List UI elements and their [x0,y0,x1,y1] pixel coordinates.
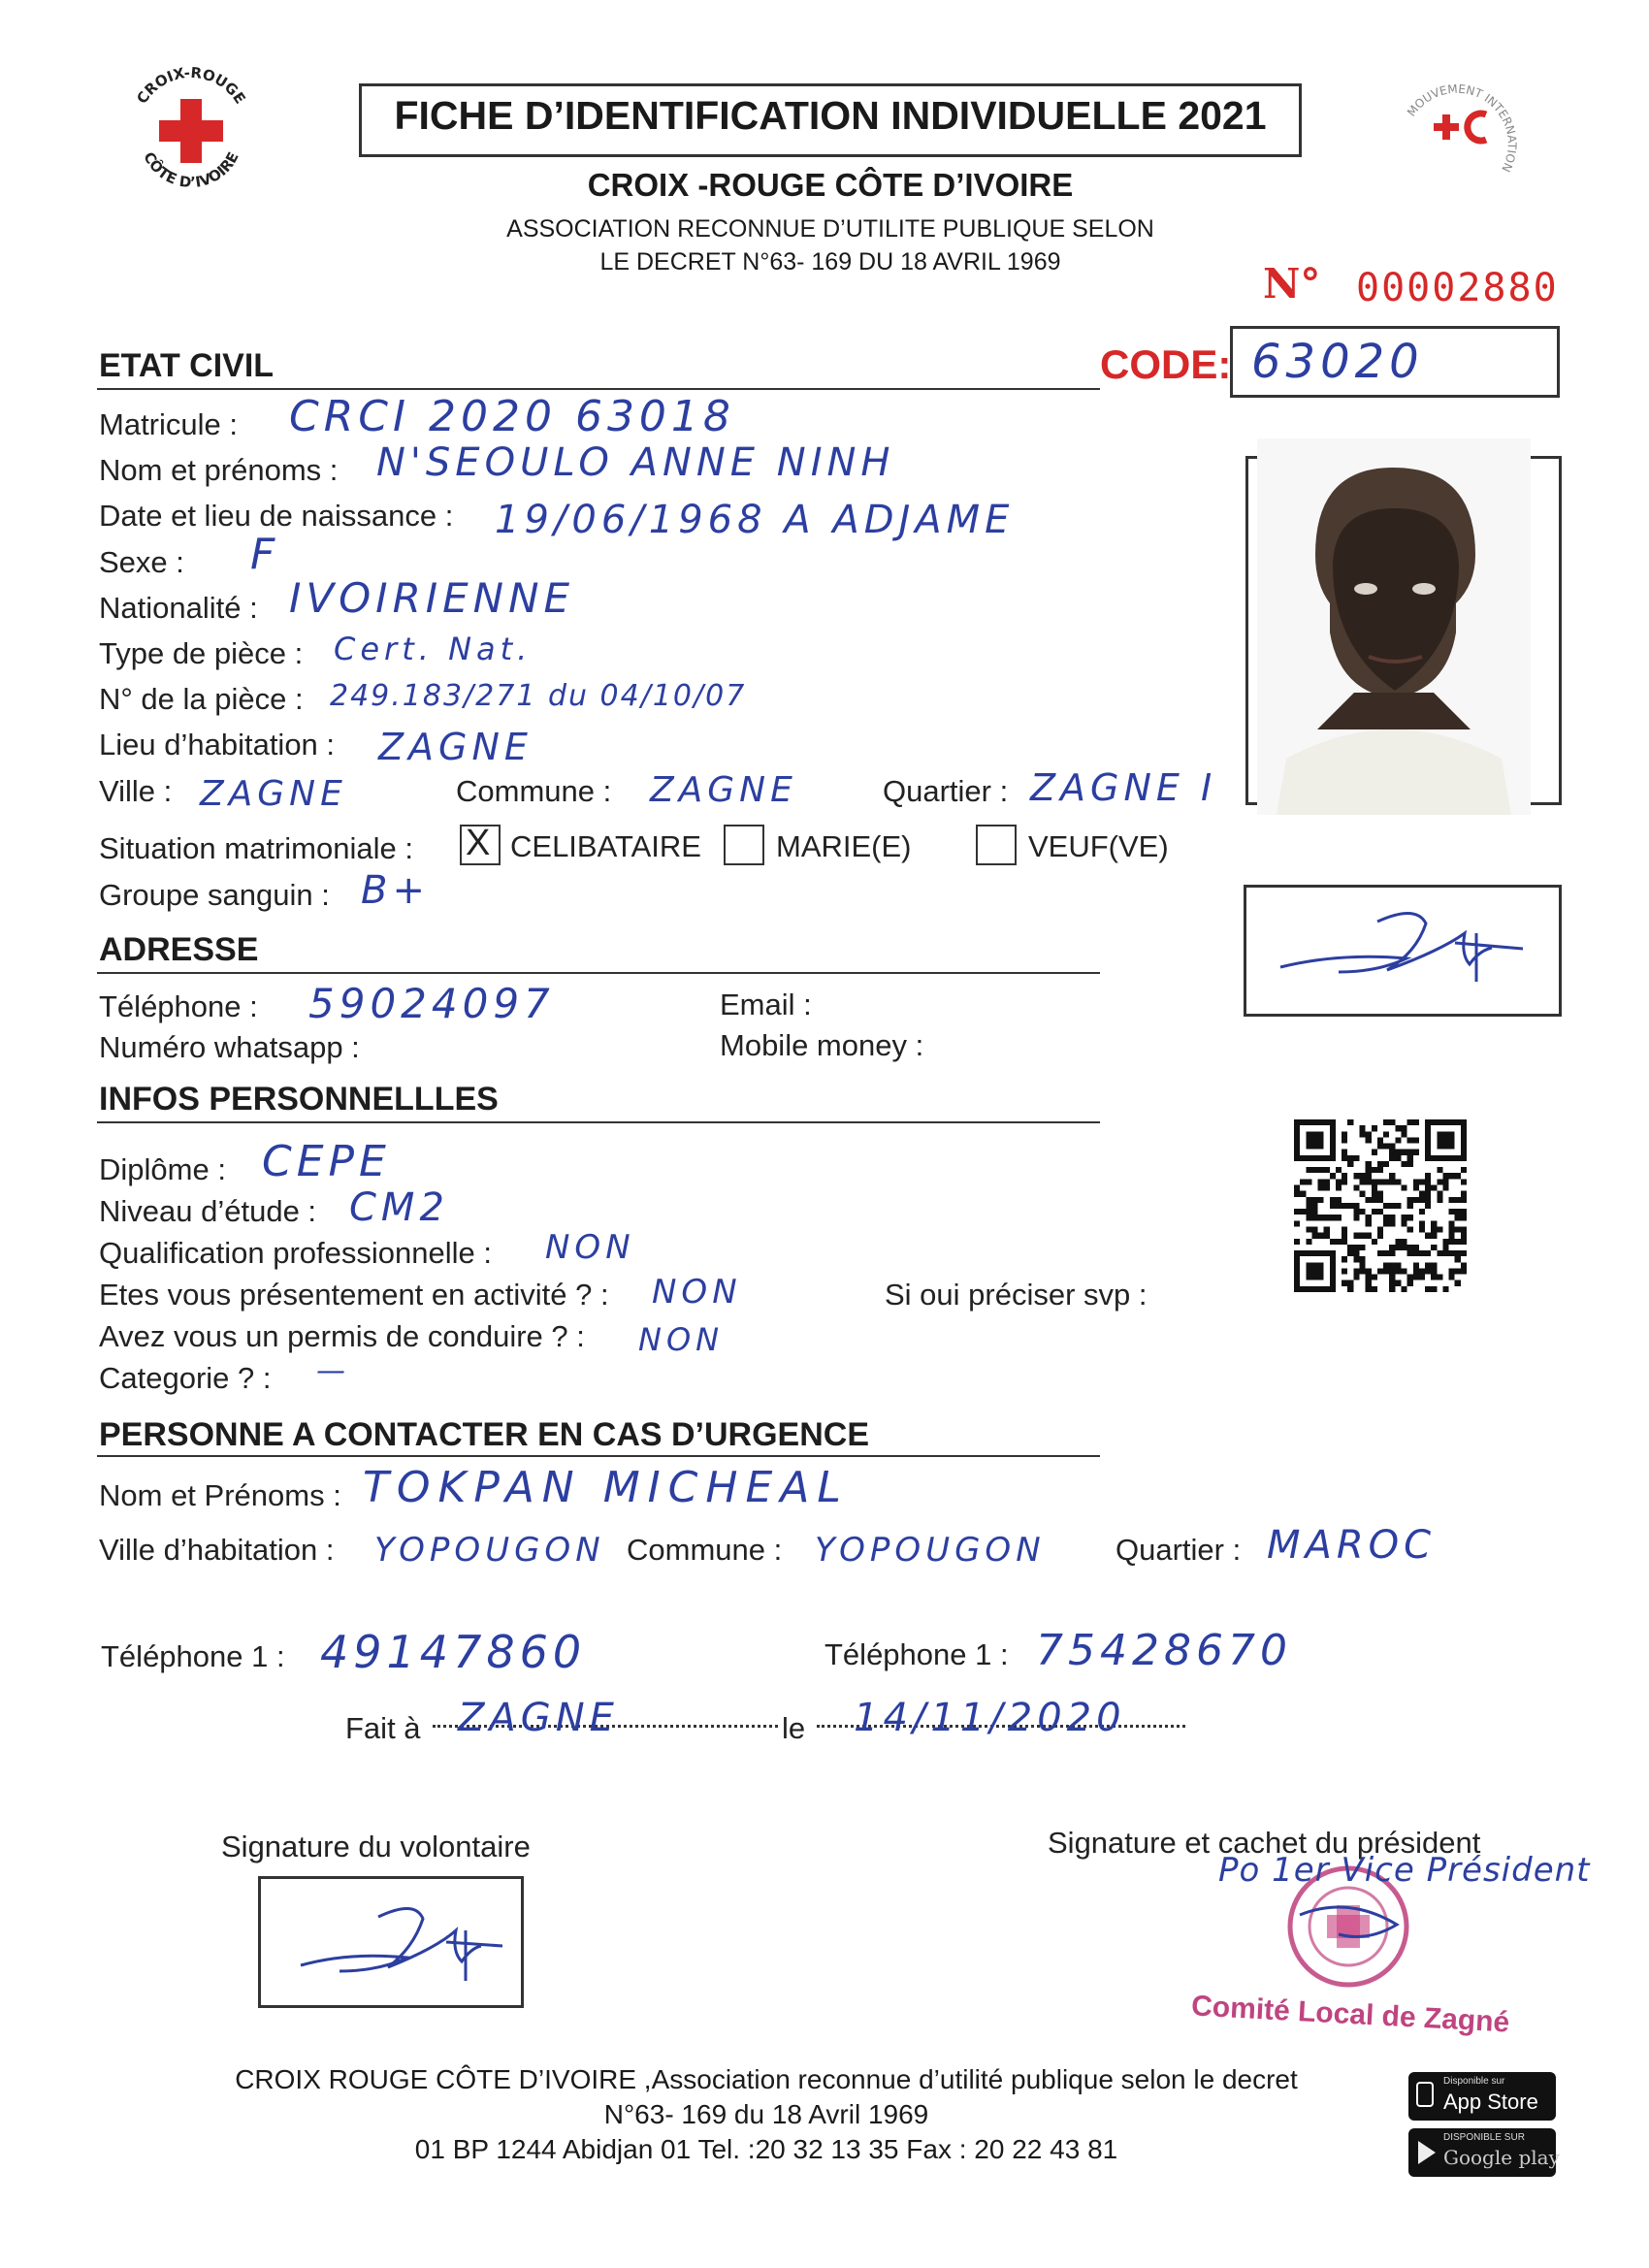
qualif-label: Qualification professionnelle : [99,1236,492,1270]
footer-line-3: 01 BP 1244 Abidjan 01 Tel. :20 32 13 35 Fax : 20 22 43 81 [414,2134,1118,2164]
le-label: le [782,1711,806,1745]
num-piece-value: 249.183/271 du 04/10/07 [330,679,747,713]
commune-value: ZAGNE [650,770,797,810]
groupe-label: Groupe sanguin : [99,878,330,912]
urgence-tel1-value: 49147860 [320,1626,587,1678]
section-rule [97,1455,1100,1457]
gplay-small-text: DISPONIBLE SUR [1443,2132,1525,2143]
habitation-value: ZAGNE [378,726,533,768]
type-piece-label: Type de pièce : [99,636,304,670]
gplay-big-text: Google play [1443,2146,1560,2169]
checkbox-mark: X [466,823,491,863]
diplome-label: Diplôme : [99,1152,226,1186]
footer-line-1: CROIX ROUGE CÔTE D’IVOIRE ,Association reconnue d’utilité publique selon le decret [235,2064,1298,2094]
nom-label: Nom et prénoms : [99,453,339,487]
option-marie: MARIE(E) [776,829,912,863]
logo-text-bottom: CÔTE D’IVOIRE [140,148,242,192]
stamp-text: Comité Local de Zagné [1190,1990,1511,2039]
habitation-label: Lieu d’habitation : [99,728,336,761]
appstore-small-text: Disponible sur [1443,2076,1505,2087]
page-title: FICHE D’IDENTIFICATION INDIVIDUELLE 2021 [394,93,1267,138]
signature-president-label: Signature et cachet du président [1048,1826,1481,1860]
section-urgence: PERSONNE A CONTACTER EN CAS D’URGENCE [99,1416,870,1453]
permis-value: NON [638,1321,725,1358]
nationalite-label: Nationalité : [99,591,258,625]
sexe-label: Sexe : [99,545,184,579]
checkbox-veuf[interactable] [976,825,1017,865]
google-play-badge[interactable] [1408,2128,1560,2177]
nom-value: N'SEOULO ANNE NINH [376,440,895,485]
section-rule [97,972,1100,974]
preciser-label: Si oui préciser svp : [885,1278,1148,1312]
diplome-value: CEPE [262,1137,391,1186]
section-adresse: ADRESSE [99,931,259,968]
activite-value: NON [652,1273,742,1312]
niveau-value: CM2 [349,1185,449,1230]
naissance-value: 19/06/1968 A ADJAME [495,498,1015,542]
urgence-ville-label: Ville d’habitation : [99,1533,335,1567]
serial-label: N° [1263,260,1321,308]
logo-text-top: CROIX-ROUGE [133,63,249,108]
checkbox-marie[interactable] [724,825,764,865]
logo-right-text: MOUVEMENT INTERNATION [1404,81,1519,175]
situation-label: Situation matrimoniale : [99,831,413,865]
qr-code [1294,1119,1467,1292]
urgence-tel1-label: Téléphone 1 : [101,1639,285,1673]
appstore-big-text: App Store [1443,2090,1538,2114]
section-rule [97,1121,1100,1123]
code-label: CODE: [1100,341,1232,387]
urgence-quartier-label: Quartier : [1116,1533,1242,1567]
quartier-label: Quartier : [883,774,1009,808]
urgence-commune-label: Commune : [627,1533,783,1567]
option-veuf: VEUF(VE) [1028,829,1169,863]
checkbox-celibataire[interactable] [460,825,501,865]
signature-scribble-top [1271,894,1542,1006]
mouvement-international-logo [1389,54,1535,200]
nationalite-value: IVOIRIENNE [289,574,575,622]
signature-volontaire-label: Signature du volontaire [221,1830,531,1863]
urgence-nom-label: Nom et Prénoms : [99,1478,341,1512]
photo [1257,438,1531,815]
code-value: 63020 [1251,335,1424,389]
urgence-ville-value: YOPOUGON [374,1531,605,1570]
sexe-value: F [250,530,280,579]
president-handwriting: Po 1er Vice Président [1218,1851,1591,1890]
section-rule [97,388,1100,390]
fait-value: ZAGNE [458,1696,619,1740]
urgence-nom-value: TOKPAN MICHEAL [363,1463,849,1512]
urgence-quartier-value: MAROC [1267,1523,1437,1568]
ville-label: Ville : [99,774,173,808]
apple-icon [1416,2082,1434,2107]
email-label: Email : [720,988,812,1021]
section-infos: INFOS PERSONNELLLES [99,1081,499,1118]
ville-value: ZAGNE [200,774,347,814]
matricule-value: CRCI 2020 63018 [289,392,735,441]
assoc-line-2: LE DECRET N°63- 169 DU 18 AVRIL 1969 [599,248,1061,275]
mobile-money-label: Mobile money : [720,1028,924,1062]
niveau-label: Niveau d’étude : [99,1194,317,1228]
matricule-label: Matricule : [99,407,238,441]
svg-text:MOUVEMENT INTERNATIONAL [1389,54,1519,175]
naissance-label: Date et lieu de naissance : [99,499,454,533]
num-piece-label: N° de la pièce : [99,682,304,716]
org-name: CROIX -ROUGE CÔTE D’IVOIRE [587,167,1074,203]
categorie-value: — [316,1354,350,1388]
whatsapp-label: Numéro whatsapp : [99,1030,360,1064]
permis-label: Avez vous un permis de conduire ? : [99,1319,585,1353]
croix-rouge-logo [118,58,264,204]
type-piece-value: Cert. Nat. [334,631,533,667]
signature-volontaire-scribble [281,1888,514,1999]
serial-number: 00002880 [1356,266,1559,310]
urgence-tel2-value: 75428670 [1036,1626,1292,1675]
commune-label: Commune : [456,774,612,808]
section-etat-civil: ETAT CIVIL [99,347,275,384]
footer-line-2: N°63- 169 du 18 Avril 1969 [603,2099,929,2129]
categorie-label: Categorie ? : [99,1361,272,1395]
option-celibataire: CELIBATAIRE [510,829,701,863]
app-store-badge[interactable] [1408,2072,1556,2121]
activite-label: Etes vous présentement en activité ? : [99,1278,609,1312]
telephone-label: Téléphone : [99,989,258,1023]
assoc-line-1: ASSOCIATION RECONNUE D’UTILITE PUBLIQUE SELON [506,215,1154,243]
fait-label: Fait à [345,1711,421,1745]
urgence-commune-value: YOPOUGON [815,1531,1046,1570]
groupe-value: B+ [361,868,430,913]
telephone-value: 59024097 [308,980,555,1027]
play-icon [1418,2141,1436,2164]
urgence-tel2-label: Téléphone 1 : [824,1637,1009,1671]
qualif-value: NON [545,1228,635,1267]
date-value: 14/11/2020 [854,1696,1126,1740]
quartier-value: ZAGNE I [1030,766,1217,809]
